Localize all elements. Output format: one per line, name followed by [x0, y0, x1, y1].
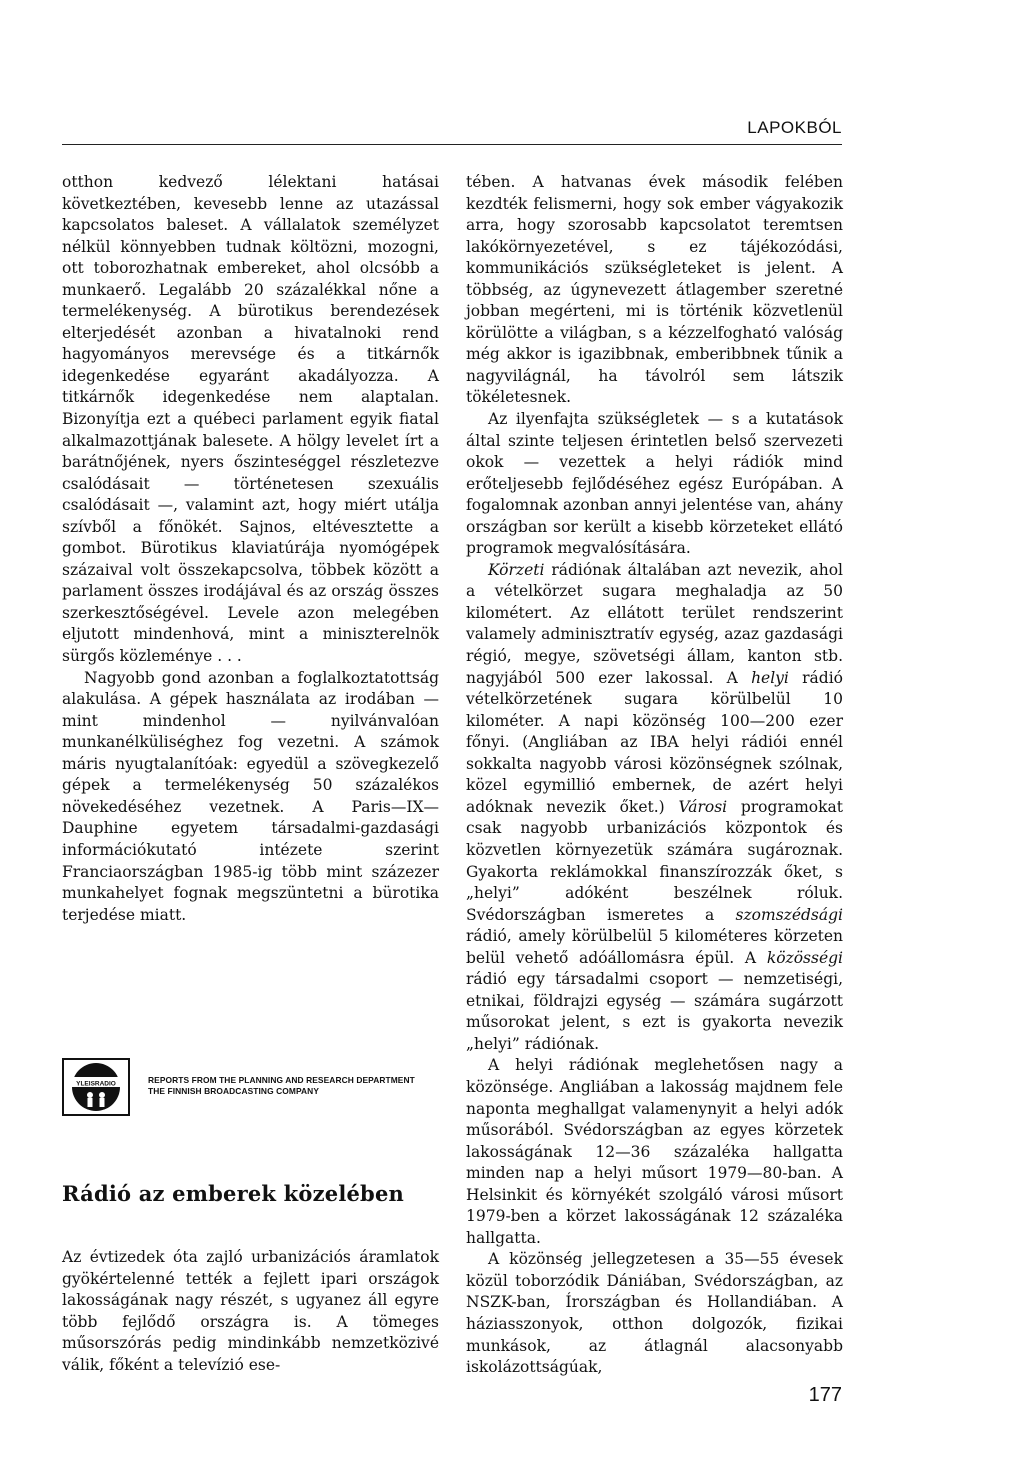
caption-line-1: REPORTS FROM THE PLANNING AND RESEARCH DEPARTMENT: [148, 1075, 415, 1085]
emphasis: közösségi: [766, 948, 843, 967]
article-intro: [62, 1247, 439, 1376]
text-run: rádió egy társadalmi csoport — nemzetiségi, etnikai, földrajzi egység — számára sugárzott műsorokat jelent, s ezt is gyakorta nevezik „helyi” rádiónak.: [466, 970, 843, 1053]
logo-caption: [148, 1075, 415, 1097]
running-header: LAPOKBÓL: [747, 118, 842, 137]
paragraph: otthon kedvező lélektani hatásai következtében, kevesebb lenne az utazással kapcsolatos baleset. A vállalatok személyzet nélkül könnyebben tudnak költözni, mozogni, ott toborozhatnak embereket, ahol olcsóbb a munkaerő. Legalább 20 százalékkal nőne a termelékenység. A bürotikus berendezések elterjedését azonban a hivatalnoki rend hagyományos merevsége és a titkárnők idegenkedése egyaránt akadályozza. A titkárnők idegenkedése nem alaptalan. Bizonyítja ezt a québeci parlament egyik fiatal alkalmazottjának balesete. A hölgy levelet írt a barátnőjének, nyers őszinteséggel részletezve csalódásait — történetesen szexuális csalódásait —, valamint azt, hogy miért utálja szívből a főnökét. Sajnos, eltévesztette a gombot. Bürotikus klaviatúrája nyomógépek százaival volt összekapcsolva, többek között a parlament összes irodájával és az ország összes szerkesztőségével. Levele azon melegében eljutott mindenhová, mint a miniszterelnök sürgős közleménye . . .: [62, 173, 439, 666]
article-title: Rádió az emberek közelében: [62, 1181, 404, 1206]
paragraph: A helyi rádiónak meglehetősen nagy a közönsége. Angliában a lakosság majdnem fele naponta meghallgat valamenynyit a helyi adók műsorából. Svédországban az egyes körzetek lakosságának 12—36 százaléka hallgatta minden nap a helyi műsort 1979—80-ban. A Helsinkit és környékét szolgáló városi műsort 1979-ben a körzet lakosságának 12 százaléka hallgatta.: [466, 1056, 843, 1247]
emphasis: Városi: [678, 797, 728, 816]
emphasis: helyi: [751, 668, 789, 687]
text-run: rádió vételkörzetének sugara körülbelül 10 kilométer. A napi közönség 100—200 ezer főnyi. (Angliában az IBA helyi rádiói ennél sokkalta nagyobb városi közönségnek szólnak, közel egymillió embernek, de azért helyi adóknak nevezik őket.): [466, 668, 843, 816]
source-logo-block: [62, 1058, 442, 1118]
text-run: programokat csak nagyobb urbanizációs központok és közvetlen környezetük számára sugároznak. Gyakorta reklámokkal finanszírozzák őket, s „helyi” adóként beszélnek róluk. Svédországban ismeretes a: [466, 797, 843, 924]
paragraph: A közönség jellegzetesen a 35—55 évesek közül toborzódik Dániában, Svédországban, az NSZK-ban, Írországban és Hollandiában. A háziasszonyok, otthon dolgozók, fizikai munkások, az átlagnál alacsonyabb iskolázottságúak,: [466, 1250, 843, 1377]
paragraph: [466, 560, 843, 1056]
emphasis: Körzeti: [488, 560, 545, 579]
caption-line-2: THE FINNISH BROADCASTING COMPANY: [148, 1086, 320, 1096]
paragraph: Az ilyenfajta szükségletek — s a kutatások által szinte teljesen érintetlen belső szervezeti okok — vezettek a helyi rádiók mind erőteljesebb fejlődéséhez egész Európában. A fogalomnak azonban annyi jelentése van, ahány országban sor került a kisebb körzeteket ellátó programok megvalósítására.: [466, 410, 843, 558]
page-number: 177: [808, 1384, 842, 1406]
text-run: rádió, amely körülbelül 5 kilométeres körzeten belül vehető adóállomásra épül. A: [466, 927, 843, 967]
emphasis: szomszédsági: [735, 905, 843, 924]
broadcasting-logo-icon: [62, 1058, 130, 1116]
header-rule: [62, 144, 842, 145]
paragraph: Nagyobb gond azonban a foglalkoztatottság alakulása. A gépek használata az irodában — mint mindenhol — nyilvánvalóan munkanélküliséghez fog vezetni. A számok máris nyugtalanítóak: egyedül a szövegkezelő gépek a termelékenység 50 százalékos növekedéséhez vezetnek. A Paris—IX—Dauphine egyetem társadalmi-gazdasági információkutató intézete szerint Franciaországban 1985-ig több mint százezer munkahelyet fognak megszüntetni a bürotika terjedése miatt.: [62, 668, 439, 924]
text-run: rádiónak általában azt nevezik, ahol a vételkörzet sugara meghaladja az 50 kilométert. Az ellátott terület rendszerint valamely adminisztratív egység, azaz gazdasági régió, megye, szövetségi állam, kanton stb. nagyjából 500 ezer lakossal. A: [466, 560, 843, 687]
paragraph: tében. A hatvanas évek második felében kezdték felismerni, hogy sok ember vágyakozik arra, hogy szorosabb kapcsolatot teremtsen lakókörnyezetével, s ez tájékozódási, kommunikációs szükségleteket is jelent. A többség, az úgynevezett átlagember szeretné jobban megérteni, mi is történik közvetlenül körülötte a világban, s a kézzelfogható valóság még akkor is igazibbnak, emberibbnek tűnik a nagyvilágnál, ha távolról sem látszik tökéletesnek.: [466, 173, 843, 407]
left-column: [62, 172, 439, 926]
right-column: [466, 172, 843, 1379]
logo-label: YLEISRADIO: [76, 1080, 116, 1088]
paragraph: Az évtizedek óta zajló urbanizációs áramlatok gyökértelenné tették a fejlett ipari országok lakosságának nagy részét, s ugyanez áll egyre több fejlődő országra is. A tömeges műsorszórás pedig mindinkább nemzetközivé válik, főként a televízió ese-: [62, 1248, 439, 1374]
